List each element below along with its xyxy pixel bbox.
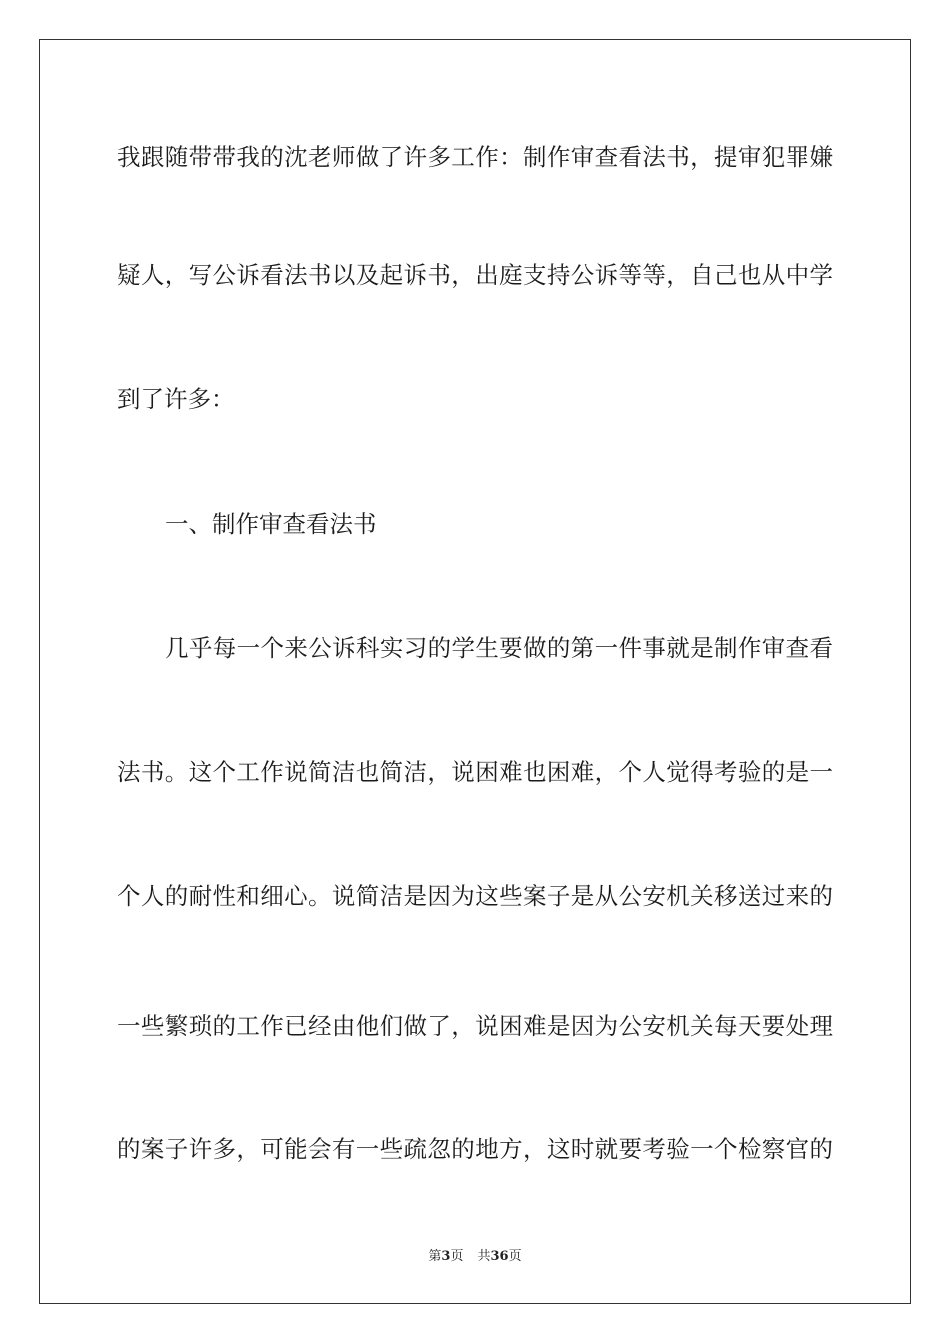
page-footer <box>0 1248 950 1266</box>
footer-total-prefix: 共 <box>477 1249 491 1264</box>
body-line: 法书。这个工作说简洁也简洁，说困难也困难，个人觉得考验的是一 <box>117 758 833 786</box>
footer-total-pages: 36 <box>490 1249 509 1264</box>
section-heading: 一、制作审查看法书 <box>165 510 377 538</box>
body-line: 的案子许多，可能会有一些疏忽的地方，这时就要考验一个检察官的 <box>117 1135 833 1163</box>
footer-page-suffix: 页 <box>450 1249 464 1264</box>
footer-page-prefix: 第 <box>428 1249 442 1264</box>
body-line: 到了许多： <box>117 385 235 413</box>
footer-total-suffix: 页 <box>508 1249 522 1264</box>
paragraph-first-line: 几乎每一个来公诉科实习的学生要做的第一件事就是制作审查看 <box>165 634 833 662</box>
body-line: 我跟随带带我的沈老师做了许多工作：制作审查看法书，提审犯罪嫌 <box>117 143 833 171</box>
body-line: 个人的耐性和细心。说简洁是因为这些案子是从公安机关移送过来的 <box>117 882 833 910</box>
body-line: 一些繁琐的工作已经由他们做了，说困难是因为公安机关每天要处理 <box>117 1012 833 1040</box>
footer-page-number: 3 <box>441 1249 451 1264</box>
body-line: 疑人，写公诉看法书以及起诉书，出庭支持公诉等等，自己也从中学 <box>117 261 833 289</box>
page-border <box>39 39 911 1304</box>
